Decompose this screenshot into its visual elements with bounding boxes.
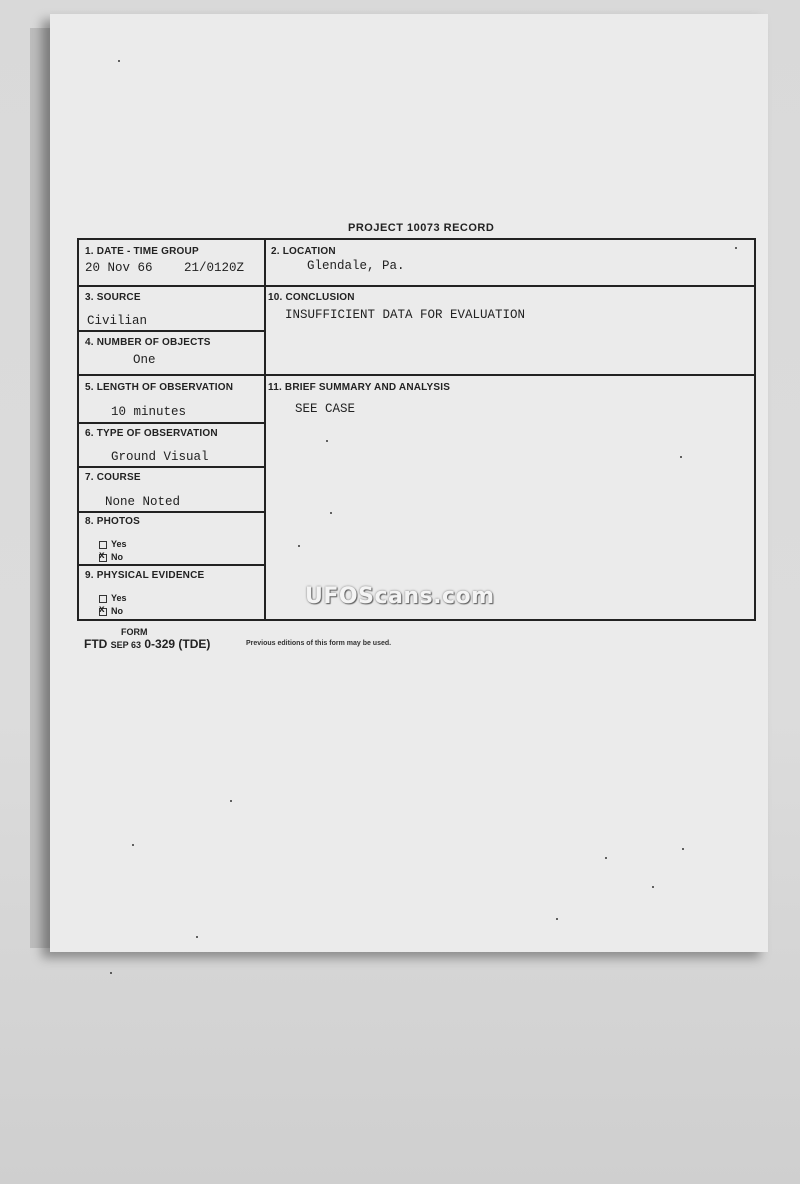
photos-yes-label: Yes [111, 539, 127, 549]
row-divider [79, 330, 266, 332]
checkbox-checked-icon [99, 554, 107, 562]
scan-speck [230, 800, 232, 802]
scan-speck [326, 440, 328, 442]
course-label: 7. COURSE [85, 472, 141, 483]
summary-value: SEE CASE [295, 402, 356, 416]
length-of-observation-label: 5. LENGTH OF OBSERVATION [85, 382, 234, 393]
type-of-observation-label: 6. TYPE OF OBSERVATION [85, 428, 218, 439]
scan-speck [735, 247, 737, 249]
scan-speck [682, 848, 684, 850]
row-divider [79, 466, 266, 468]
type-of-observation-value: Ground Visual [111, 450, 209, 464]
source-label: 3. SOURCE [85, 292, 141, 303]
number-of-objects-label: 4. NUMBER OF OBJECTS [85, 337, 211, 348]
scan-speck [118, 60, 120, 62]
checkbox-empty-icon [99, 541, 107, 549]
physical-evidence-no-option [99, 606, 123, 616]
time-value: 21/0120Z [184, 261, 245, 275]
physical-evidence-yes-option [99, 593, 127, 603]
footer-ftd: FTD [84, 637, 108, 651]
checkbox-checked-icon [99, 608, 107, 616]
row-divider [79, 285, 754, 287]
record-form [77, 238, 756, 621]
length-of-observation-value: 10 minutes [111, 405, 187, 419]
physical-evidence-no-label: No [111, 606, 123, 616]
photos-label: 8. PHOTOS [85, 516, 140, 527]
row-divider [79, 422, 266, 424]
footer-date-code: SEP 63 [110, 640, 142, 650]
scan-speck [556, 918, 558, 920]
physical-evidence-label: 9. PHYSICAL EVIDENCE [85, 570, 205, 581]
scan-speck [298, 545, 300, 547]
photos-no-option [99, 552, 123, 562]
record-title: PROJECT 10073 RECORD [348, 222, 495, 234]
scan-speck [605, 857, 607, 859]
scan-speck [652, 886, 654, 888]
watermark: UFOScans.com [305, 584, 495, 609]
footer-tde: (TDE) [178, 637, 211, 651]
column-divider [264, 240, 266, 619]
date-value: 20 Nov 66 [85, 261, 153, 275]
number-of-objects-value: One [133, 353, 156, 367]
location-value: Glendale, Pa. [307, 259, 405, 273]
physical-evidence-yes-label: Yes [111, 593, 127, 603]
row-divider [79, 511, 266, 513]
footer-form-number: 0-329 [144, 637, 176, 651]
row-divider [79, 374, 754, 376]
location-label: 2. LOCATION [271, 246, 336, 257]
footer-form-label: FORM [121, 627, 148, 637]
photos-yes-option [99, 539, 127, 549]
conclusion-value: INSUFFICIENT DATA FOR EVALUATION [285, 308, 526, 322]
scan-speck [196, 936, 198, 938]
scan-speck [110, 972, 112, 974]
scan-speck [132, 844, 134, 846]
conclusion-label: 10. CONCLUSION [268, 292, 355, 303]
course-value: None Noted [105, 495, 181, 509]
date-time-label: 1. DATE - TIME GROUP [85, 246, 199, 257]
source-value: Civilian [87, 314, 148, 328]
checkbox-empty-icon [99, 595, 107, 603]
footer-note: Previous editions of this form may be used. [246, 640, 392, 647]
scan-speck [680, 456, 682, 458]
scan-speck [330, 512, 332, 514]
summary-label: 11. BRIEF SUMMARY AND ANALYSIS [268, 382, 451, 393]
photos-no-label: No [111, 552, 123, 562]
footer-form-code [84, 637, 210, 651]
row-divider [79, 564, 266, 566]
